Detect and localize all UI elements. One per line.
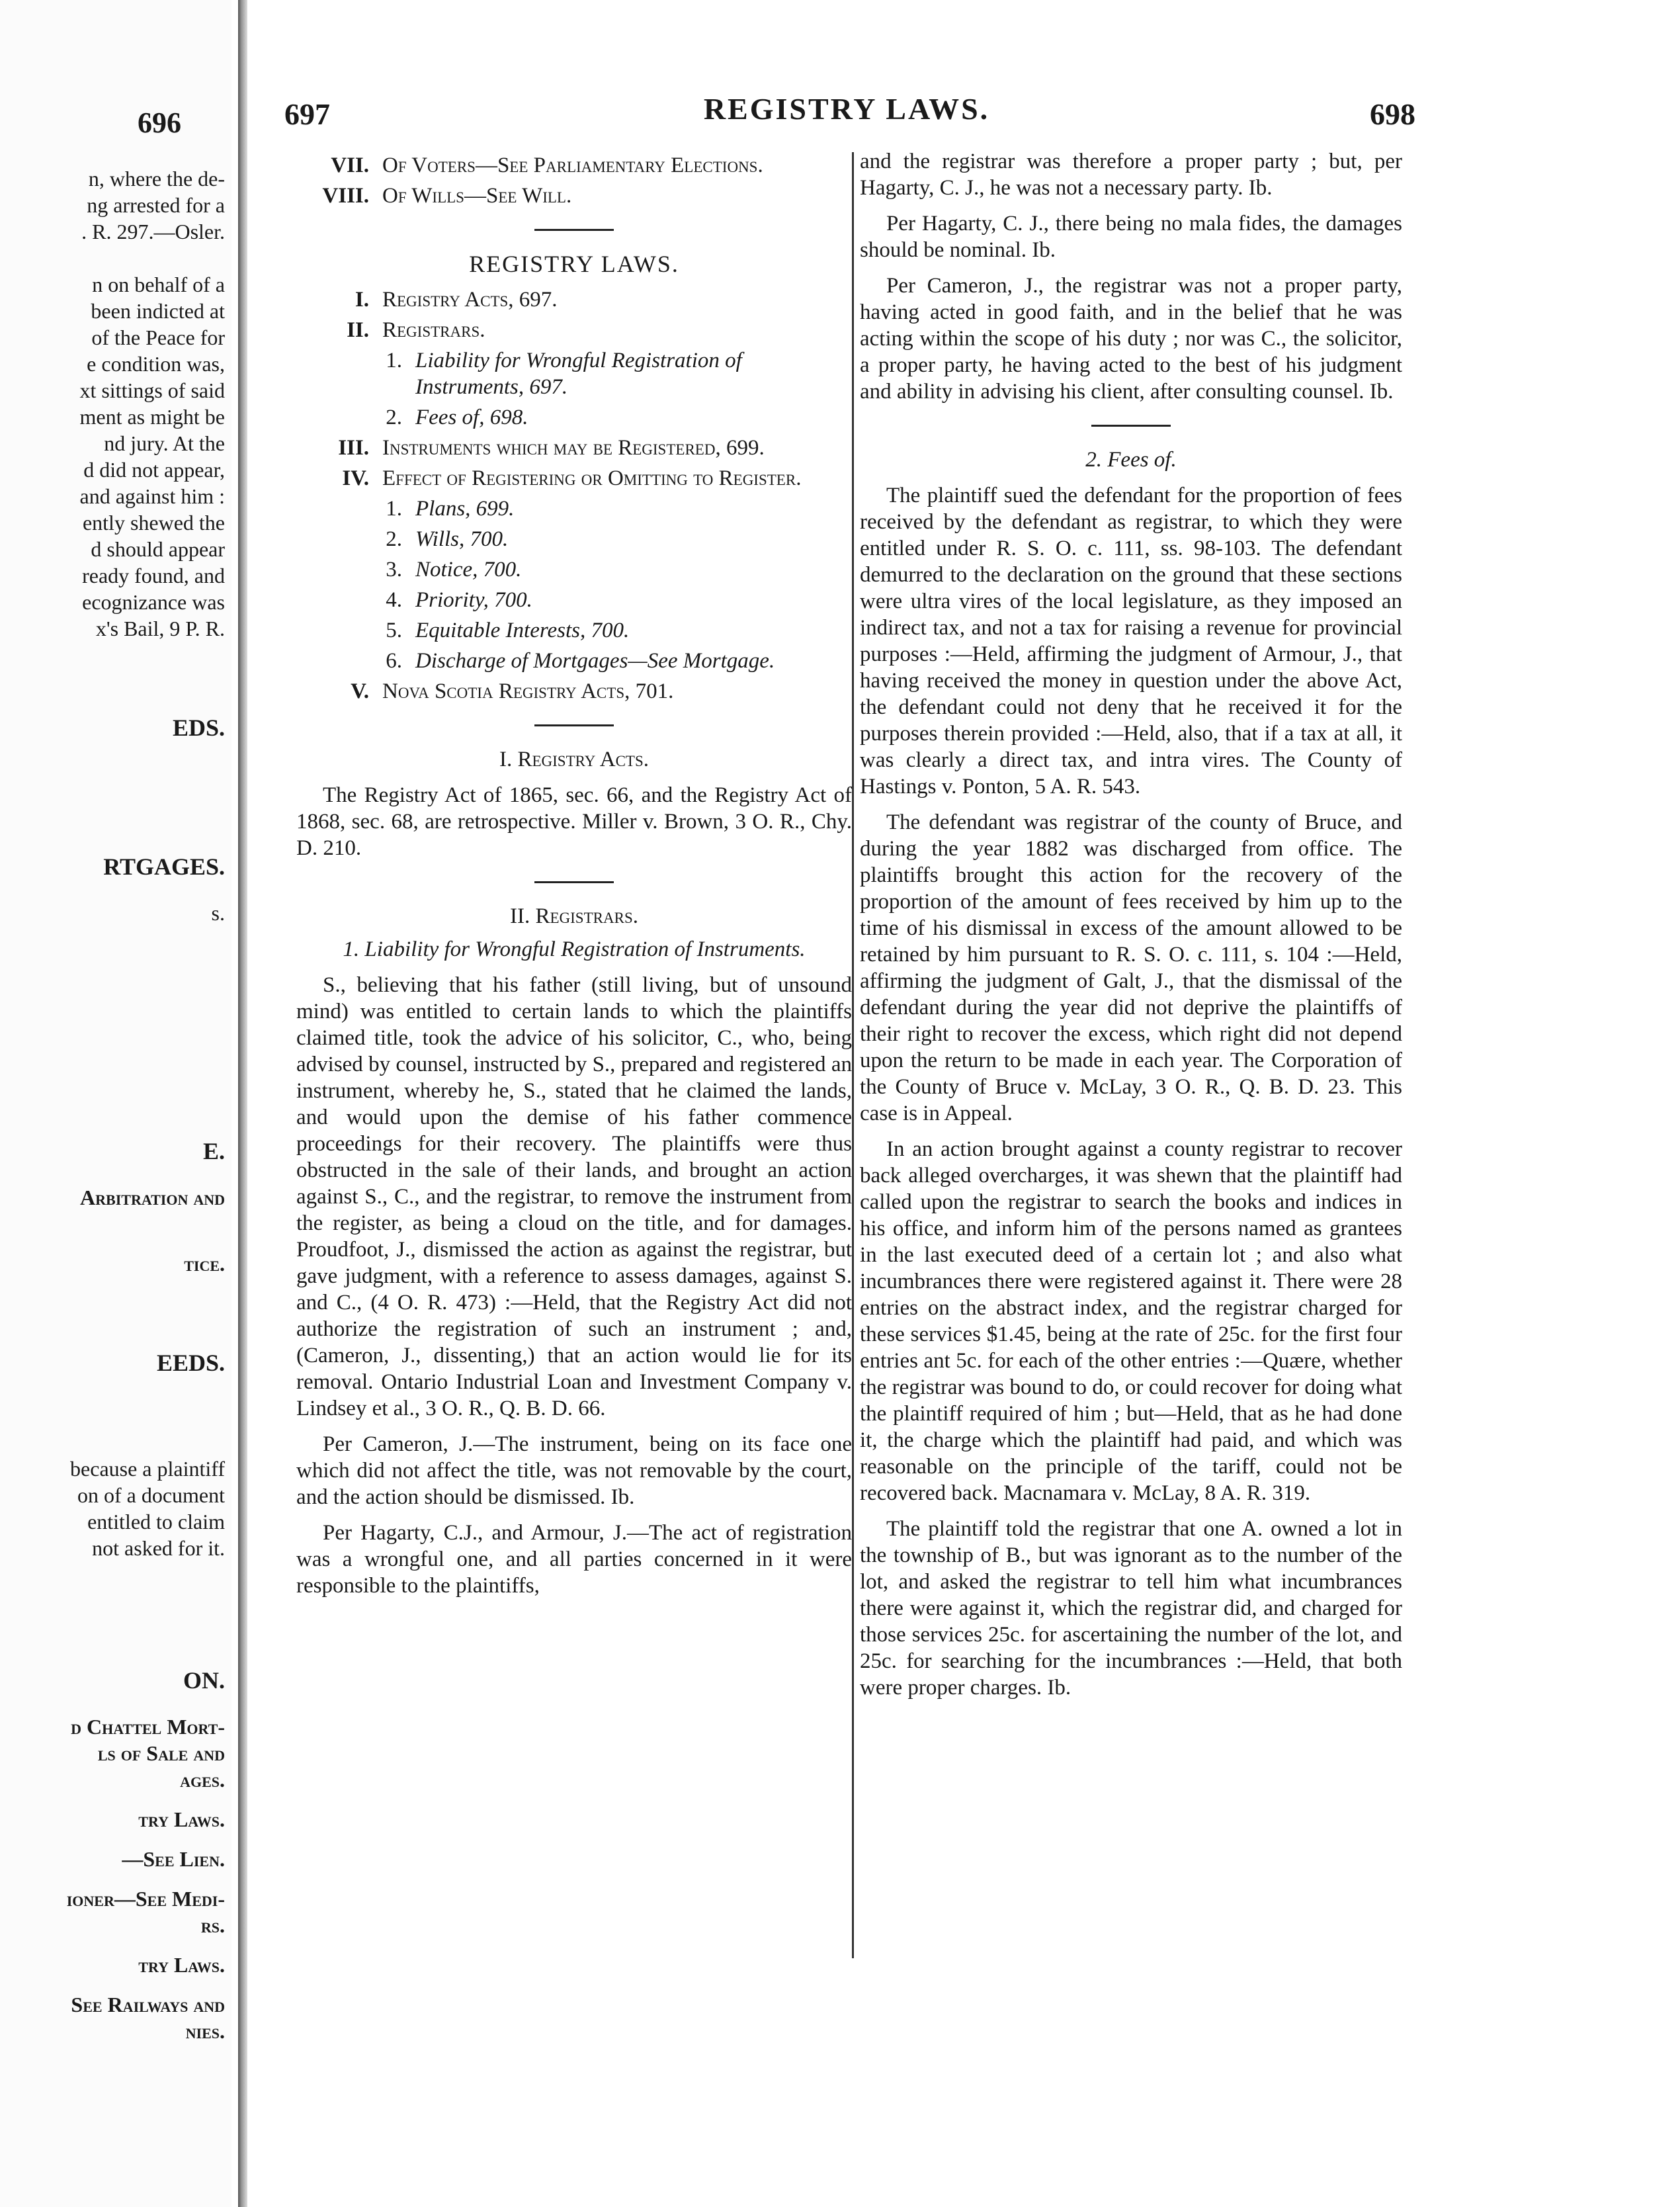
toc-entry [296,526,852,552]
toc-number: II. [347,318,369,342]
page-number-left: 697 [284,97,330,131]
paragraph: Per Cameron, J.—The instrument, being on its face one which did not affect the title, was not removable by the court, and the action should be dismissed. Ib. [296,1432,852,1509]
table-of-contents [296,286,852,705]
entry-number: VII. [331,153,369,177]
previous-page-line: . R. 297.—Osler. [81,220,225,243]
toc-number: 3. [386,558,402,582]
heading-registrars: II. Registrars. [510,904,638,928]
previous-page-line: d Chattel Mort- [71,1715,225,1739]
toc-number: IV. [342,466,369,490]
previous-page-line: because a plaintiff [70,1457,225,1481]
paragraph: In an action brought against a county registrar to recover back alleged overcharges, it was shewn that the plaintiff had called upon the registrar to search the books and indices in his office, and inform him of the persons named as grantees in the last executed deed of a certain lot ; and also what incumbrances there were registered against it. There were 28 entries on the abstract index, and the registrar charged for these services $1.45, being at the rate of 25c. for the first four entries ant 5c. for each of the other entries :—Quære, whether the registrar was bound to do, or could recover for doing what the plaintiff required of him ; but—Held, that as he had done it, the charge which the plaintiff had paid, and which was reasonable on the principle of the tariff, could not be recovered back. Macnamara v. McLay, 8 A. R. 319. [860,1137,1402,1505]
previous-page-line: ioner—See Medi- [66,1887,225,1911]
previous-page-line: ng arrested for a [87,193,225,217]
previous-page-line: n on behalf of a [92,273,225,296]
toc-text: Wills, 700. [415,527,509,551]
paragraph: and the registrar was therefore a proper party ; but, per Hagarty, C. J., he was not a necessary party. Ib. [860,150,1402,200]
cross-reference-entry [296,152,852,179]
paragraph: Per Cameron, J., the registrar was not a proper party, having acted in good faith, and in the belief that he was acting within the scope of his duty ; nor was C., the solicitor, a proper party, he having acted to the best of his judgment and ability in advising his client, after consulting counsel. Ib. [860,274,1402,404]
previous-page-line: entitled to claim [87,1510,225,1534]
previous-page-line: EDS. [172,714,225,741]
page-gutter [238,0,247,2207]
previous-page-line: tice. [184,1252,225,1276]
paragraph: The plaintiff told the registrar that one A. owned a lot in the township of B., but was ignorant as to the number of the lot, and asked the registrar to tell him what incumbrances there were against it, which the registrar did, and charged for those services 25c. for ascertaining the number of the lot, and 25c. for searching for the incumbrances :—Held, that both were proper charges. Ib. [860,1517,1402,1700]
paragraph: Per Hagarty, C.J., and Armour, J.—The act of registration was a wrongful one, and all parties concerned in it were responsible to the plaintiffs, [296,1521,852,1598]
paragraph: The plaintiff sued the defendant for the proportion of fees received by the defendant as registrar, to which they were entitled under R. S. O. c. 111, ss. 98-103. The defendant demurred to the declaration on the ground that these sections were ultra vires of the local legislature, as they imposed an indirect tax, and not a tax for raising a revenue for provincial purposes :—Held, affirming the judgment of Armour, J., that having received the money in question under the above Act, the defendant could not deny that he received it for the purposes therein provided :—Held, also, that if a tax at all, it was clearly a direct tax, and intra vires. The County of Hastings v. Ponton, 5 A. R. 543. [860,484,1402,799]
toc-entry [296,317,852,343]
previous-page-number: 696 [138,107,181,139]
toc-number: 4. [386,588,402,612]
rule [1091,425,1171,427]
toc-text: Instruments which may be Registered, 699. [382,436,765,460]
previous-page-line: nies. [185,2019,225,2043]
entry-text: Of Wills—See Will. [382,184,572,208]
previous-page-line: —See Lien. [122,1847,225,1871]
paragraph: The Registry Act of 1865, sec. 66, and the Registry Act of 1868, sec. 68, are retrospective. Miller v. Brown, 3 O. R., Chy. D. 210. [296,783,852,860]
previous-page-line: x's Bail, 9 P. R. [95,617,225,640]
previous-page-line: been indicted at [91,299,225,323]
previous-page-line: ON. [183,1667,225,1694]
previous-page-line: ready found, and [82,564,225,587]
previous-page-line: rs. [200,1913,225,1937]
toc-number: V. [351,679,369,703]
previous-page-line: ages. [180,1768,225,1792]
previous-page-line: d did not appear, [83,458,225,482]
toc-text: Equitable Interests, 700. [415,619,630,642]
previous-page-line: Arbitration and [80,1186,225,1209]
column-divider [852,152,854,1958]
toc-text: Nova Scotia Registry Acts, 701. [382,679,674,703]
previous-page-fragment [0,0,231,2207]
toc-text: Liability for Wrongful Registration of Instruments, 697. [415,349,742,399]
toc-entry [296,286,852,313]
toc-number: 1. [386,497,402,521]
toc-number: I. [355,288,369,312]
toc-text: Effect of Registering or Omitting to Register. [382,466,802,490]
toc-entry [296,465,852,492]
toc-text: Priority, 700. [415,588,532,612]
entry-number: VIII. [322,184,369,208]
toc-entry [296,556,852,583]
toc-number: 5. [386,619,402,642]
toc-text: Fees of, 698. [415,406,528,429]
previous-page-line: xt sittings of said [79,378,225,402]
previous-page-line: RTGAGES. [103,853,225,880]
previous-page-line: not asked for it. [92,1536,225,1560]
previous-page-line: ment as might be [79,405,225,429]
toc-entry [296,347,852,400]
previous-page-line: on of a document [77,1483,225,1507]
toc-entry [296,587,852,613]
toc-number: 1. [386,349,402,372]
cross-reference-entry [296,183,852,209]
left-column [296,148,852,1599]
heading-registry-acts: I. Registry Acts. [499,748,650,771]
previous-page-line: ently shewed the [82,511,225,535]
heading-fees: 2. Fees of. [1085,448,1177,472]
rule [534,229,614,231]
previous-page-line: d should appear [91,537,225,561]
previous-page-line: See Railways and [71,1993,225,2016]
toc-text: Discharge of Mortgages—See Mortgage. [415,649,775,673]
previous-page-line: nd jury. At the [104,431,225,455]
paragraph: The defendant was registrar of the county of Bruce, and during the year 1882 was discharged from office. The plaintiffs brought this action for the recovery of the proportion of the amount of fees received by him up to the time of his dismissal in excess of the amount allowed to be retained by him pursuant to R. S. O. c. 111, s. 104 :—Held, affirming the judgment of Galt, J., that the dismissal of the defendant during the year did not deprive the plaintiffs of their right to recover the excess, which right did not depend upon the return to be made in each year. The Corporation of the County of Bruce v. McLay, 3 O. R., Q. B. D. 23. This case is in Appeal. [860,810,1402,1125]
previous-page-line: E. [202,1138,225,1164]
previous-page-line: s. [211,901,225,925]
toc-entry [296,496,852,522]
previous-page-line: and against him : [79,484,225,508]
page-number-right: 698 [1370,97,1415,131]
toc-number: 6. [386,649,402,673]
section-title: REGISTRY LAWS. [469,251,679,277]
previous-page-line: EEDS. [156,1350,225,1376]
running-title: REGISTRY LAWS. [703,92,990,126]
rule [534,724,614,726]
paragraph: Per Hagarty, C. J., there being no mala fides, the damages should be nominal. Ib. [860,212,1402,262]
entry-text: Of Voters—See Parliamentary Elections. [382,153,763,177]
toc-entry [296,435,852,461]
previous-page-line: try Laws. [138,1807,225,1831]
previous-page-line: ls of Sale and [97,1741,225,1765]
toc-number: 2. [386,406,402,429]
previous-page-line: ecognizance was [82,590,225,614]
subheading-liability: 1. Liability for Wrongful Registration of Instruments. [343,937,806,961]
paragraph: S., believing that his father (still living, but of unsound mind) was entitled to certain lands to which the plaintiffs claimed title, took the advice of his solicitor, C., who, being advised by counsel, instructed by S., prepared and registered an instrument, whereby he, S., stated that he claimed the lands, and would upon the demise of his father commence proceedings for their recovery. The plaintiffs were thus obstructed in the sale of their lands, and brought an action against S., C., and the registrar, to remove the instrument from the register, as being a cloud on the title, and for damages. Proudfoot, J., dismissed the action as against the registrar, but gave judgment, with a reference to assess damages, against S. and C., (4 O. R. 473) :—Held, that the Registry Act did not authorize the registration of such an instrument ; and, (Cameron, J., dissenting,) that an action would lie for its removal. Ontario Industrial Loan and Investment Company v. Lindsey et al., 3 O. R., Q. B. D. 66. [296,973,852,1420]
toc-number: 2. [386,527,402,551]
toc-entry [296,678,852,705]
toc-entry [296,617,852,644]
toc-number: III. [338,436,369,460]
toc-text: Registrars. [382,318,485,342]
toc-entry [296,404,852,431]
page-header [278,91,1415,131]
toc-text: Notice, 700. [415,558,522,582]
toc-text: Registry Acts, 697. [382,288,558,312]
rule [534,881,614,883]
toc-entry [296,648,852,674]
previous-page-line: n, where the de- [88,167,225,191]
previous-page-line: try Laws. [138,1953,225,1977]
toc-text: Plans, 699. [415,497,515,521]
top-entries [296,152,852,209]
previous-page-line: of the Peace for [91,325,225,349]
previous-page-line: e condition was, [87,352,225,376]
right-column [860,148,1402,1701]
